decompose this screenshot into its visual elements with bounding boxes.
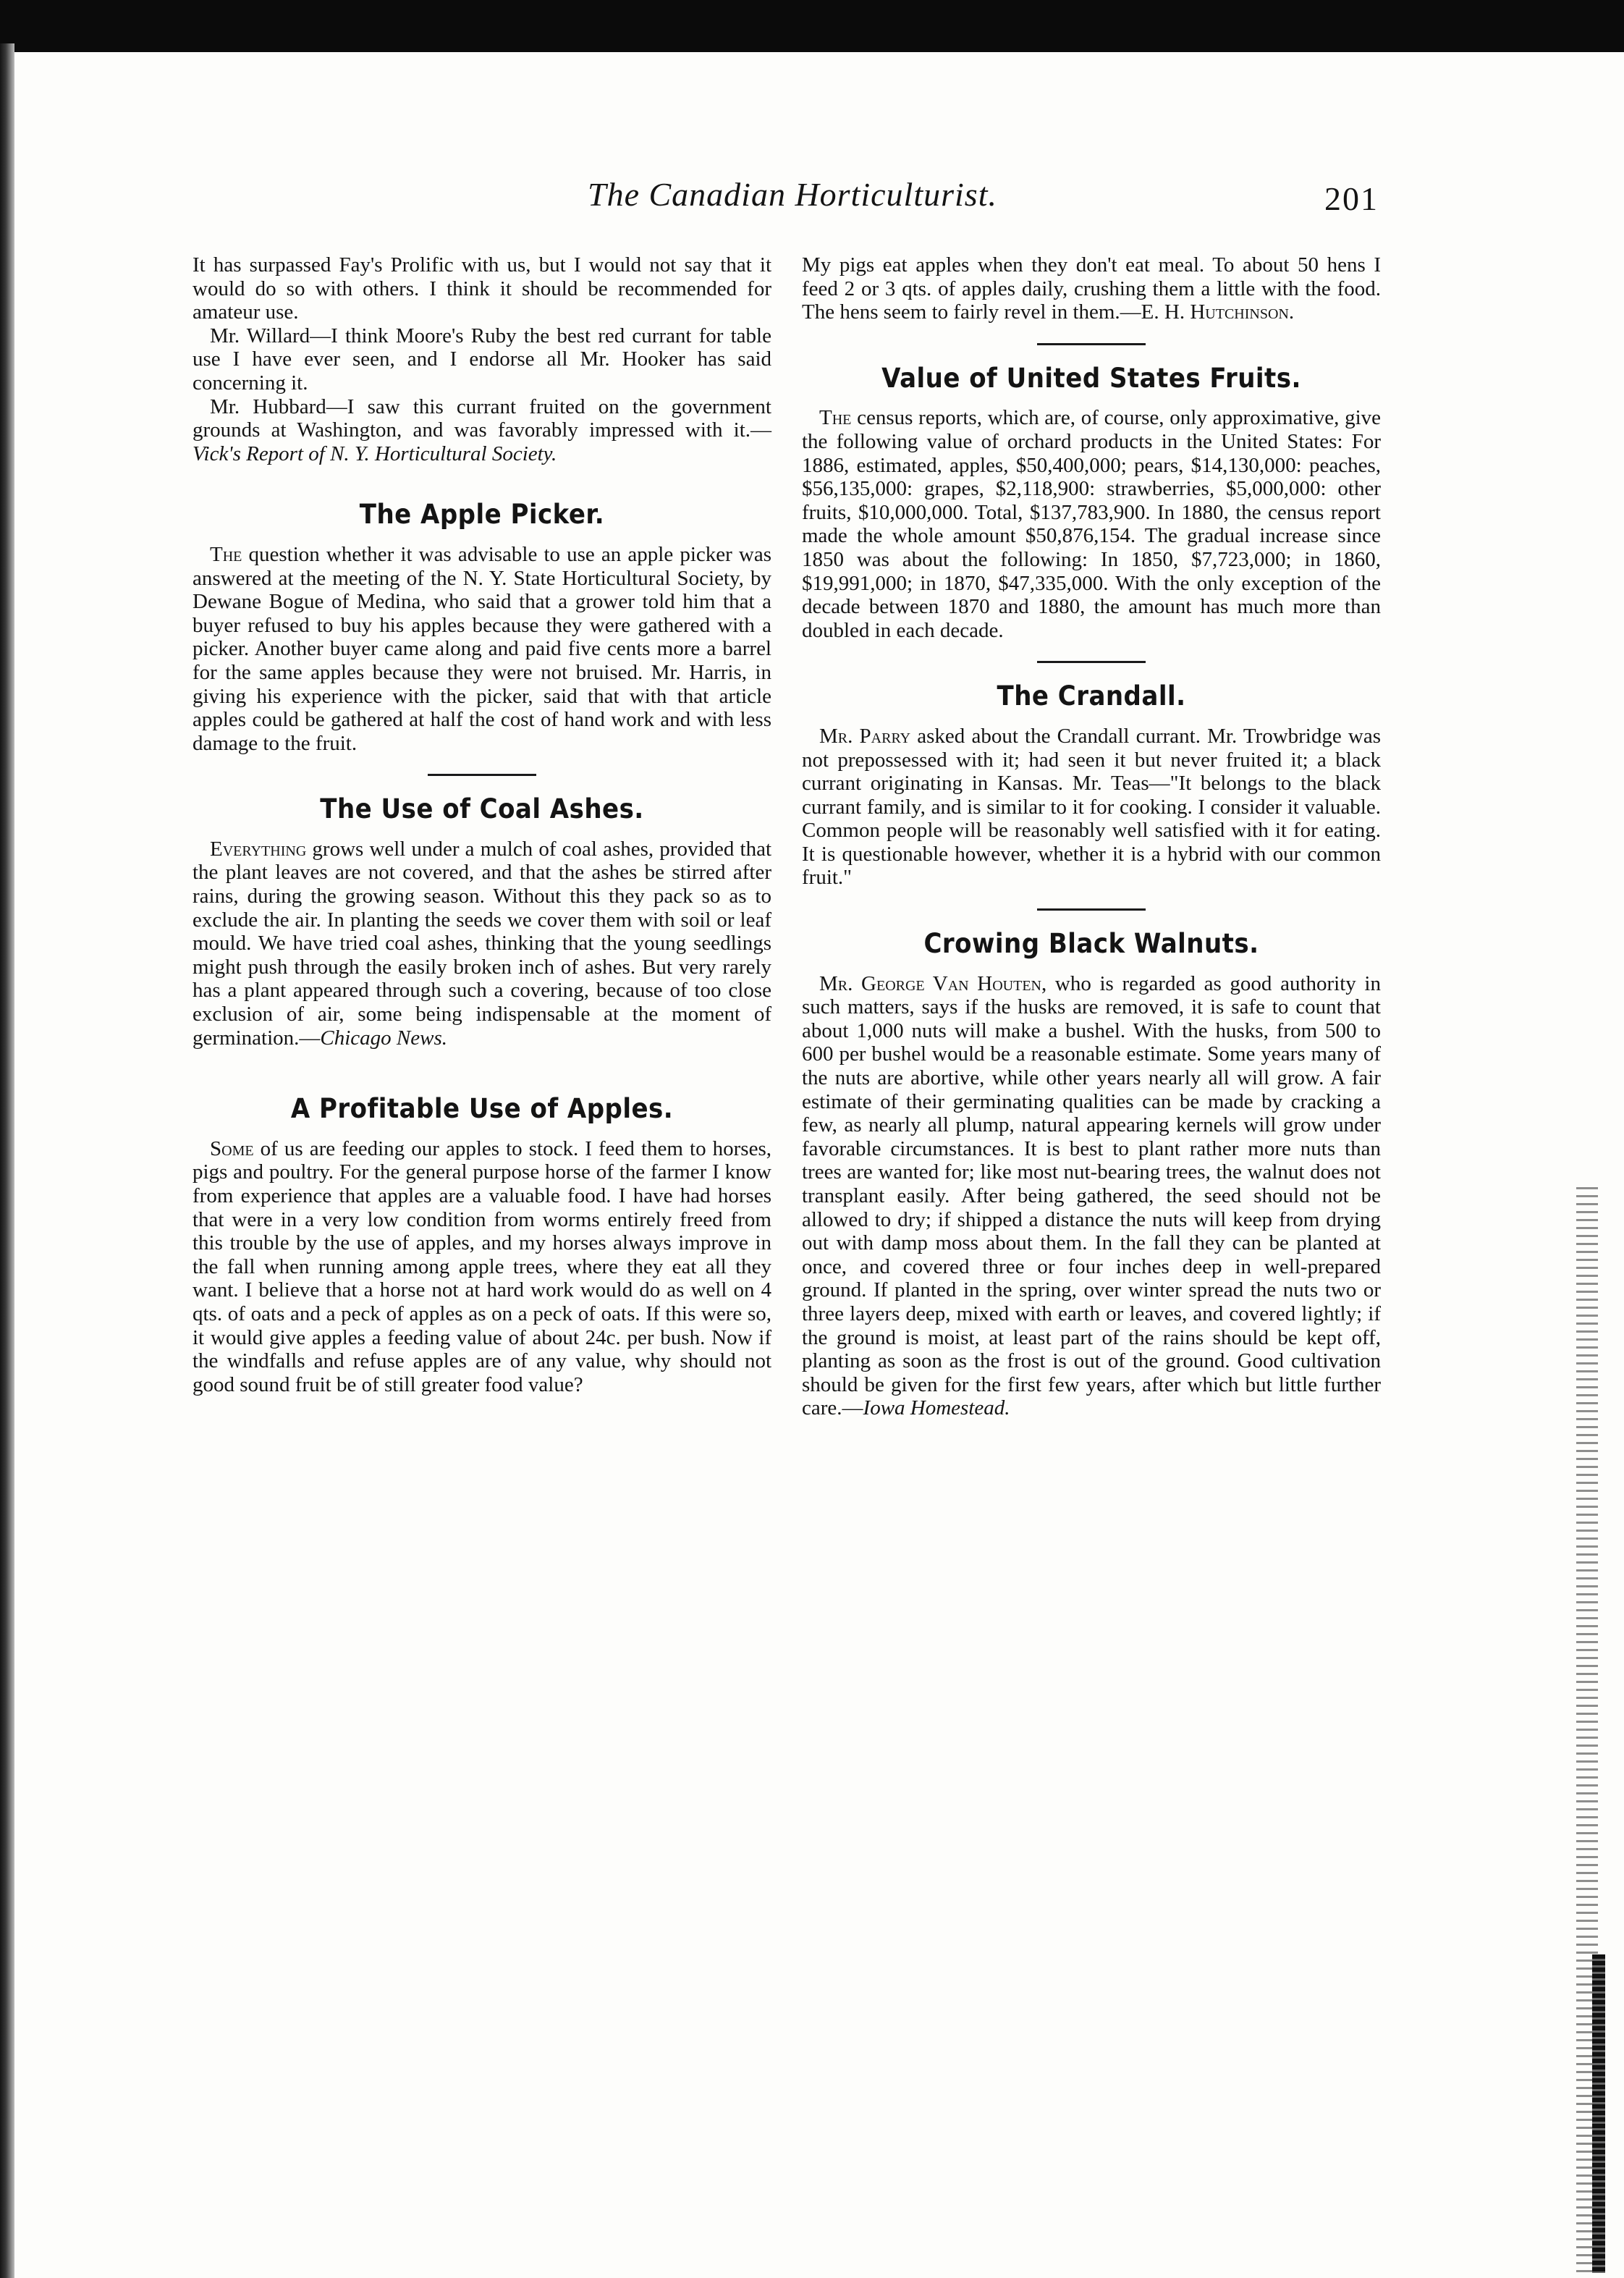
continued-paragraph-1: It has surpassed Fay's Prolific with us, but I would not say that it would do so with others. I think it should be recommended for amateur use. [193, 253, 771, 324]
lead-word: The [819, 406, 852, 430]
heading-walnuts: Crowing Black Walnuts. [923, 928, 1259, 960]
lead-word: Everything [210, 837, 307, 861]
article-coal-ashes [193, 838, 771, 1050]
article-body: grows well under a mulch of coal ashes, provided that the plant leaves are not covered, and that the ashes be stirred after rains, during the growing season. Without this they pack so as to exclude the air. In planting the seeds we cover them with soil or leaf mould. We have tried coal ashes, thinking that the young seedlings might push through the easily broken inch of ashes. But very rarely has a plant appeared through such a covering, because of too close exclusion of air, some being indispensable at the moment of germination.— [193, 837, 771, 1050]
source-citation: Chicago News. [320, 1026, 448, 1050]
lead-word: Mr. George Van Houten, [819, 971, 1047, 995]
author-name: Hutchinson. [1190, 300, 1295, 324]
scan-right-edge [1592, 1954, 1605, 2273]
article-profitable-apples [193, 1137, 771, 1397]
section-rule [1037, 661, 1146, 663]
scan-top-border [0, 0, 1624, 52]
page-number: 201 [1324, 180, 1379, 217]
paragraph-text: My pigs eat apples when they don't eat meal. To about 50 hens I feed 2 or 3 qts. of apples daily, crushing them a little with the food. The hens seem to fairly revel in them.—E. H. [802, 253, 1381, 324]
article-body: question whether it was advisable to use an apple picker was answered at the meeting of the N. Y. State Horticultural Society, by Dewane Bogue of Medina, who said that a grower told him that a buyer refused to buy his apples because they were gathered with a picker. Another buyer came along and paid five cents more a barrel for the same apples because they were not bruised. Mr. Harris, in giving his experience with the picker, said that with that article apples could be gathered at half the cost of hand work and with less damage to the fruit. [193, 542, 771, 755]
running-title: The Canadian Horticulturist. [588, 176, 997, 213]
section-rule [428, 774, 536, 776]
heading-coal-ashes: The Use of Coal Ashes. [320, 793, 644, 825]
source-citation: Iowa Homestead. [863, 1396, 1010, 1420]
article-body: census reports, which are, of course, only approximative, give the following value of orchard products in the United States: For 1886, estimated, apples, $50,400,000; pears, $14,130,000: peaches, $56,135,000: grapes, $2,118,900: strawberries, $5,000,000: other fruits, $10,000,000. Total, $137,783,900. In 1880, the census report made the whole amount $50,876,154. The gradual increase since 1850 was about the following: In 1850, $7,723,000; in 1860, $19,991,000; in 1870, $47,335,000. With the only exception of the decade between 1870 and 1880, the amount has much more than doubled in each decade. [802, 406, 1381, 642]
article-us-fruits [802, 406, 1381, 642]
article-body: asked about the Crandall currant. Mr. Trowbridge was not prepossessed with it; had seen it but never fruited it; a black currant originating in Kansas. Mr. Teas—"It belongs to the black currant family, and is similar to it for cooking. I consider it valuable. Common people will be reasonably well satisfied with it for eating. It is questionable however, whether it is a hybrid with our common fruit." [802, 724, 1381, 890]
section-rule [1037, 343, 1146, 345]
heading-profitable-apples: A Profitable Use of Apples. [290, 1093, 674, 1125]
article-body: of us are feeding our apples to stock. I feed them to horses, pigs and poultry. For the general purpose horse of the farmer I know from experience that apples are a valuable food. I have had horses that were in a very low condition from worms entirely freed from this trouble by the use of apples, and my horses always improve in the fall when running among apple trees, where they eat all they want. I believe that a horse not at hard work would do as well on 4 qts. of oats and a peck of apples as on a peck of oats. If this were so, it would give apples a feeding value of about 24c. per bush. Now if the windfalls and refuse apples are of any value, why should not good sound fruit be of still greater food value? [193, 1136, 771, 1396]
lead-word: Mr. Parry [819, 724, 911, 748]
continued-paragraph-3 [193, 395, 771, 466]
continued-paragraph-2: Mr. Willard—I think Moore's Ruby the best red currant for table use I have ever seen, and I endorse all Mr. Hooker has said concerning it. [193, 324, 771, 395]
lead-word: Some [210, 1136, 254, 1160]
section-rule [1037, 908, 1146, 911]
heading-us-fruits: Value of United States Fruits. [881, 362, 1301, 394]
paragraph-text: Mr. Hubbard—I saw this currant fruited on the government grounds at Washington, and was favorably impressed with it.— [193, 395, 771, 442]
article-apple-picker [193, 543, 771, 755]
left-column [193, 253, 771, 1396]
article-body: who is regarded as good authority in such matters, says if the husks are removed, it is safe to count that about 1,000 nuts will make a bushel. With the husks, from 500 to 600 per bushel would be a reasonable estimate. Some years many of the nuts are abortive, while other years nearly all will grow. A fair estimate of their germinating qualities can be made by cracking a few, as nearly all plump, natural appearing kernels will grow under favorable circumstances. It is best to plant rather more nuts than trees are wanted for; like most nut-bearing trees, the walnut does not transplant easily. After being gathered, the seed should not be allowed to dry; if shipped a distance the nuts will keep from drying out with damp moss about them. In the fall they can be planted at once, and covered three or four inches deep in well-prepared ground. If planted in the spring, over winter spread the nuts two or three layers deep, mixed with earth or leaves, and covered lightly; if the ground is moist, at least part of the rains should be kept off, planting as soon as the frost is out of the ground. Good cultivation should be given for the first few years, after which but little further care.— [802, 971, 1381, 1420]
source-citation: Vick's Report of N. Y. Horticultural Society. [193, 442, 557, 465]
heading-apple-picker: The Apple Picker. [359, 499, 605, 531]
right-column [802, 253, 1381, 1420]
lead-word: The [210, 542, 242, 566]
article-walnuts [802, 972, 1381, 1420]
article-crandall [802, 725, 1381, 890]
continued-paragraph [802, 253, 1381, 324]
heading-crandall: The Crandall. [997, 680, 1186, 712]
scan-left-edge [0, 43, 14, 2278]
